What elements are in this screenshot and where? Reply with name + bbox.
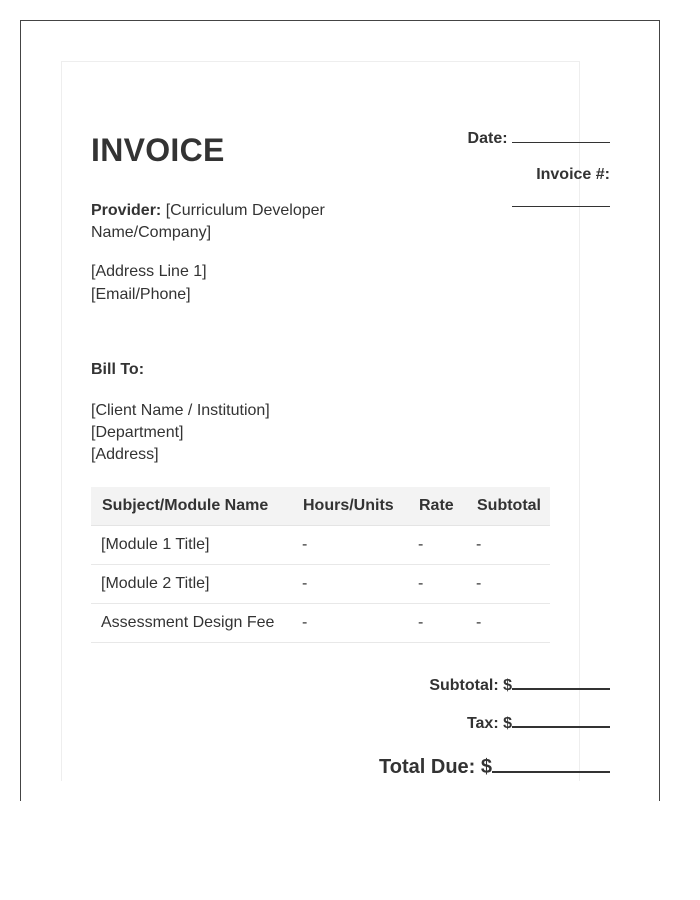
bill-to-block bbox=[91, 400, 270, 466]
row-rate: - bbox=[408, 526, 466, 565]
client-name: [Client Name / Institution] bbox=[91, 402, 270, 419]
provider-label: Provider: bbox=[91, 202, 162, 219]
subtotal-label: Subtotal: $ bbox=[429, 677, 512, 694]
invoice-title: INVOICE bbox=[91, 132, 225, 168]
date-field bbox=[468, 128, 610, 148]
row-subject: Assessment Design Fee bbox=[91, 604, 292, 643]
client-department: [Department] bbox=[91, 424, 184, 441]
total-due-label: Total Due: $ bbox=[379, 756, 492, 778]
row-hours: - bbox=[292, 604, 408, 643]
row-subtotal: - bbox=[466, 565, 550, 604]
client-address: [Address] bbox=[91, 446, 159, 463]
date-label: Date: bbox=[467, 130, 508, 147]
total-due-blank-line bbox=[492, 754, 610, 773]
tax-field bbox=[467, 712, 610, 733]
date-blank-line bbox=[512, 128, 610, 143]
header-subtotal: Subtotal bbox=[466, 487, 550, 526]
table-row bbox=[91, 565, 550, 604]
subtotal-field bbox=[429, 674, 610, 695]
row-rate: - bbox=[408, 604, 466, 643]
tax-label: Tax: $ bbox=[466, 715, 512, 732]
table-row bbox=[91, 604, 550, 643]
row-subject: [Module 2 Title] bbox=[91, 565, 292, 604]
row-subject: [Module 1 Title] bbox=[91, 526, 292, 565]
tax-blank-line bbox=[512, 712, 610, 728]
provider-contact: [Email/Phone] bbox=[91, 286, 191, 303]
header-subject: Subject/Module Name bbox=[91, 487, 292, 526]
provider-name: [Curriculum Developer Name/Company] bbox=[91, 202, 325, 241]
bill-to-label: Bill To: bbox=[91, 361, 145, 378]
header-hours: Hours/Units bbox=[292, 487, 408, 526]
row-hours: - bbox=[292, 565, 408, 604]
invoice-number-label: Invoice #: bbox=[536, 166, 610, 183]
invoice-number-blank-line bbox=[512, 192, 610, 207]
table-row bbox=[91, 526, 550, 565]
row-subtotal: - bbox=[466, 604, 550, 643]
row-hours: - bbox=[292, 526, 408, 565]
row-rate: - bbox=[408, 565, 466, 604]
provider-address-line: [Address Line 1] bbox=[91, 263, 207, 280]
row-subtotal: - bbox=[466, 526, 550, 565]
table-header-row bbox=[91, 487, 550, 526]
header-rate: Rate bbox=[408, 487, 466, 526]
subtotal-blank-line bbox=[512, 674, 610, 690]
provider-block bbox=[91, 200, 351, 244]
provider-address-block bbox=[91, 260, 207, 306]
line-items-table bbox=[91, 487, 550, 643]
total-due-field bbox=[379, 754, 610, 779]
